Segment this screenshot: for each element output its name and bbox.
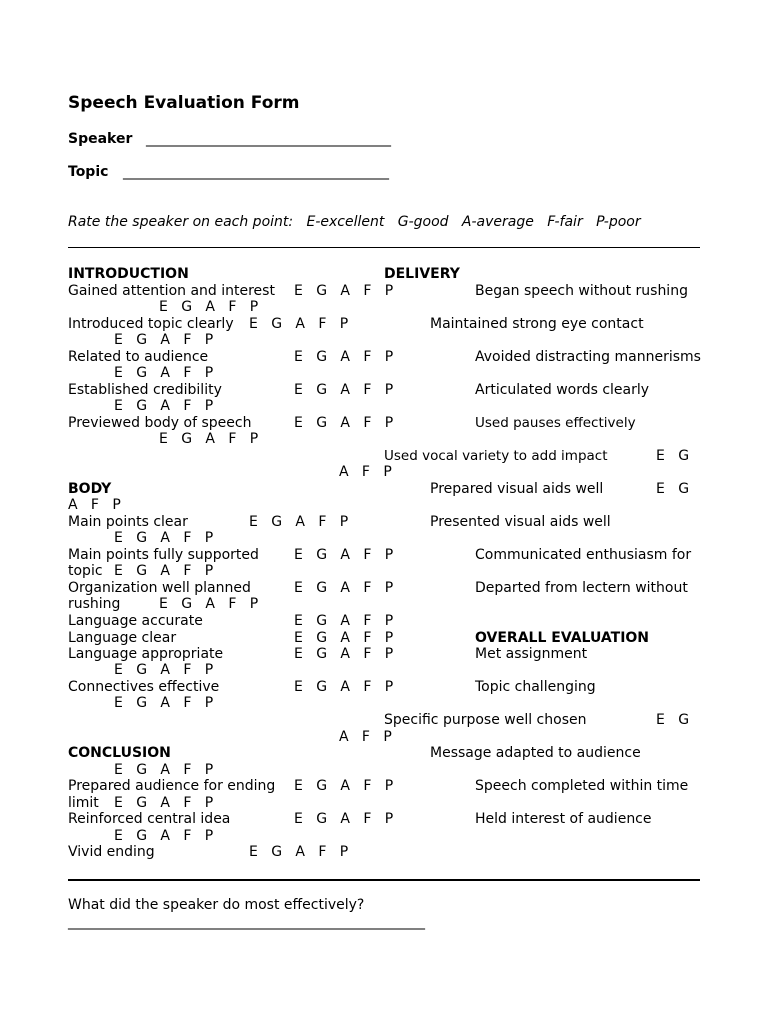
- rating-scale[interactable]: E G A F P: [114, 398, 214, 414]
- legend-e: E: [306, 214, 316, 230]
- rating-legend-prefix: Rate the speaker on each point:: [68, 214, 294, 230]
- rating-scale[interactable]: E G A F P: [114, 828, 214, 844]
- rating-scale[interactable]: E G A F P: [114, 530, 214, 546]
- rating-scale[interactable]: E G A F P: [249, 316, 349, 332]
- rating-scale[interactable]: E G A F P: [114, 795, 214, 811]
- rating-scale[interactable]: E G A F P: [159, 299, 259, 315]
- rating-scale[interactable]: E G A F P: [294, 646, 394, 662]
- delivery-item-6: Used vocal variety to add impact: [384, 448, 608, 464]
- legend-p: P: [596, 214, 604, 230]
- rating-scale[interactable]: E G A F P: [114, 695, 214, 711]
- legend-g-text: -good: [408, 214, 449, 230]
- topic-label: Topic: [68, 164, 109, 180]
- rating-scale[interactable]: E G A F P: [114, 365, 214, 381]
- legend-p-text: -poor: [603, 214, 641, 230]
- effectiveness-answer-field[interactable]: ___________________________________________________: [68, 914, 425, 930]
- body-item-2: Main points fully supported: [68, 547, 259, 563]
- rating-scale[interactable]: E G A F P: [159, 596, 259, 612]
- body-item-7: Connectives effective: [68, 679, 220, 695]
- overall-item-1: Met assignment: [475, 646, 588, 662]
- legend-g: G: [397, 214, 409, 230]
- overall-item-6: Held interest of audience: [475, 811, 652, 827]
- delivery-item-10-cont: rushing: [68, 596, 121, 612]
- conclusion-item-2: Reinforced central idea: [68, 811, 231, 827]
- overall-evaluation-heading: OVERALL EVALUATION: [475, 630, 650, 646]
- rating-scale-wrap[interactable]: A F P: [339, 464, 392, 480]
- overall-item-4: Message adapted to audience: [430, 745, 641, 761]
- overall-item-2: Topic challenging: [475, 679, 596, 695]
- rating-scale-wrap[interactable]: A F P: [339, 729, 392, 745]
- delivery-item-10: Departed from lectern without: [475, 580, 688, 596]
- rating-scale[interactable]: E G A F P: [294, 382, 394, 398]
- rating-scale[interactable]: E G A F P: [294, 613, 394, 629]
- conclusion-item-3: Vivid ending: [68, 844, 155, 860]
- page-title: Speech Evaluation Form: [68, 93, 300, 113]
- body-heading: BODY: [68, 481, 112, 497]
- rating-scale[interactable]: E G A F P: [294, 811, 394, 827]
- delivery-item-3: Avoided distracting mannerisms: [475, 349, 701, 365]
- speaker-label: Speaker: [68, 131, 133, 147]
- rating-scale[interactable]: E G A F P: [249, 844, 349, 860]
- top-divider: [68, 247, 700, 248]
- rating-scale[interactable]: E G A F P: [249, 514, 349, 530]
- delivery-heading: DELIVERY: [384, 266, 460, 282]
- delivery-item-5: Used pauses effectively: [475, 415, 636, 431]
- body-item-3: Organization well planned: [68, 580, 251, 596]
- delivery-item-8: Presented visual aids well: [430, 514, 611, 530]
- body-item-1: Main points clear: [68, 514, 188, 530]
- rating-legend: [68, 214, 641, 230]
- rating-scale[interactable]: E G A F P: [294, 630, 394, 646]
- speaker-field[interactable]: ___________________________________: [146, 131, 391, 147]
- delivery-item-2: Maintained strong eye contact: [430, 316, 644, 332]
- rating-scale[interactable]: E G A F P: [114, 762, 214, 778]
- intro-item-4: Established credibility: [68, 382, 222, 398]
- intro-item-5: Previewed body of speech: [68, 415, 252, 431]
- overall-item-5-cont: limit: [68, 795, 99, 811]
- body-item-6: Language appropriate: [68, 646, 224, 662]
- delivery-item-4: Articulated words clearly: [475, 382, 650, 398]
- rating-scale[interactable]: E G A F P: [294, 283, 394, 299]
- legend-e-text: -excellent: [315, 214, 385, 230]
- legend-a-text: -average: [471, 214, 534, 230]
- body-item-4: Language accurate: [68, 613, 203, 629]
- rating-scale[interactable]: E G A F P: [294, 679, 394, 695]
- rating-scale[interactable]: E G A F P: [159, 431, 259, 447]
- conclusion-item-1: Prepared audience for ending: [68, 778, 276, 794]
- conclusion-heading: CONCLUSION: [68, 745, 171, 761]
- overall-item-3: Specific purpose well chosen: [384, 712, 587, 728]
- intro-item-1: Gained attention and interest: [68, 283, 275, 299]
- effectiveness-question: What did the speaker do most effectively?: [68, 897, 365, 913]
- rating-scale[interactable]: E G A F P: [114, 662, 214, 678]
- delivery-item-9: Communicated enthusiasm for: [475, 547, 692, 563]
- body-item-5: Language clear: [68, 630, 177, 646]
- delivery-item-7: Prepared visual aids well: [430, 481, 604, 497]
- rating-scale[interactable]: E G A F P: [294, 415, 394, 431]
- rating-scale[interactable]: E G A F P: [294, 547, 394, 563]
- rating-scale[interactable]: E G A F P: [294, 580, 394, 596]
- overall-item-5: Speech completed within time: [475, 778, 689, 794]
- bottom-divider: [68, 879, 700, 881]
- legend-f-text: -fair: [554, 214, 583, 230]
- rating-scale[interactable]: E G A F P: [294, 778, 394, 794]
- legend-f: F: [547, 214, 555, 230]
- intro-item-3: Related to audience: [68, 349, 209, 365]
- rating-scale-wrap[interactable]: A F P: [68, 497, 121, 513]
- delivery-item-1: Began speech without rushing: [475, 283, 688, 299]
- legend-a: A: [461, 214, 472, 230]
- rating-scale[interactable]: E G A F P: [114, 332, 214, 348]
- topic-field[interactable]: ______________________________________: [123, 164, 389, 180]
- rating-scale[interactable]: E G A F P: [294, 349, 394, 365]
- rating-scale-partial[interactable]: E G: [656, 448, 690, 464]
- rating-scale-partial[interactable]: E G: [656, 481, 690, 497]
- delivery-item-9-cont: topic: [68, 563, 103, 579]
- rating-scale-partial[interactable]: E G: [656, 712, 690, 728]
- introduction-heading: INTRODUCTION: [68, 266, 189, 282]
- rating-scale[interactable]: E G A F P: [114, 563, 214, 579]
- intro-item-2: Introduced topic clearly: [68, 316, 234, 332]
